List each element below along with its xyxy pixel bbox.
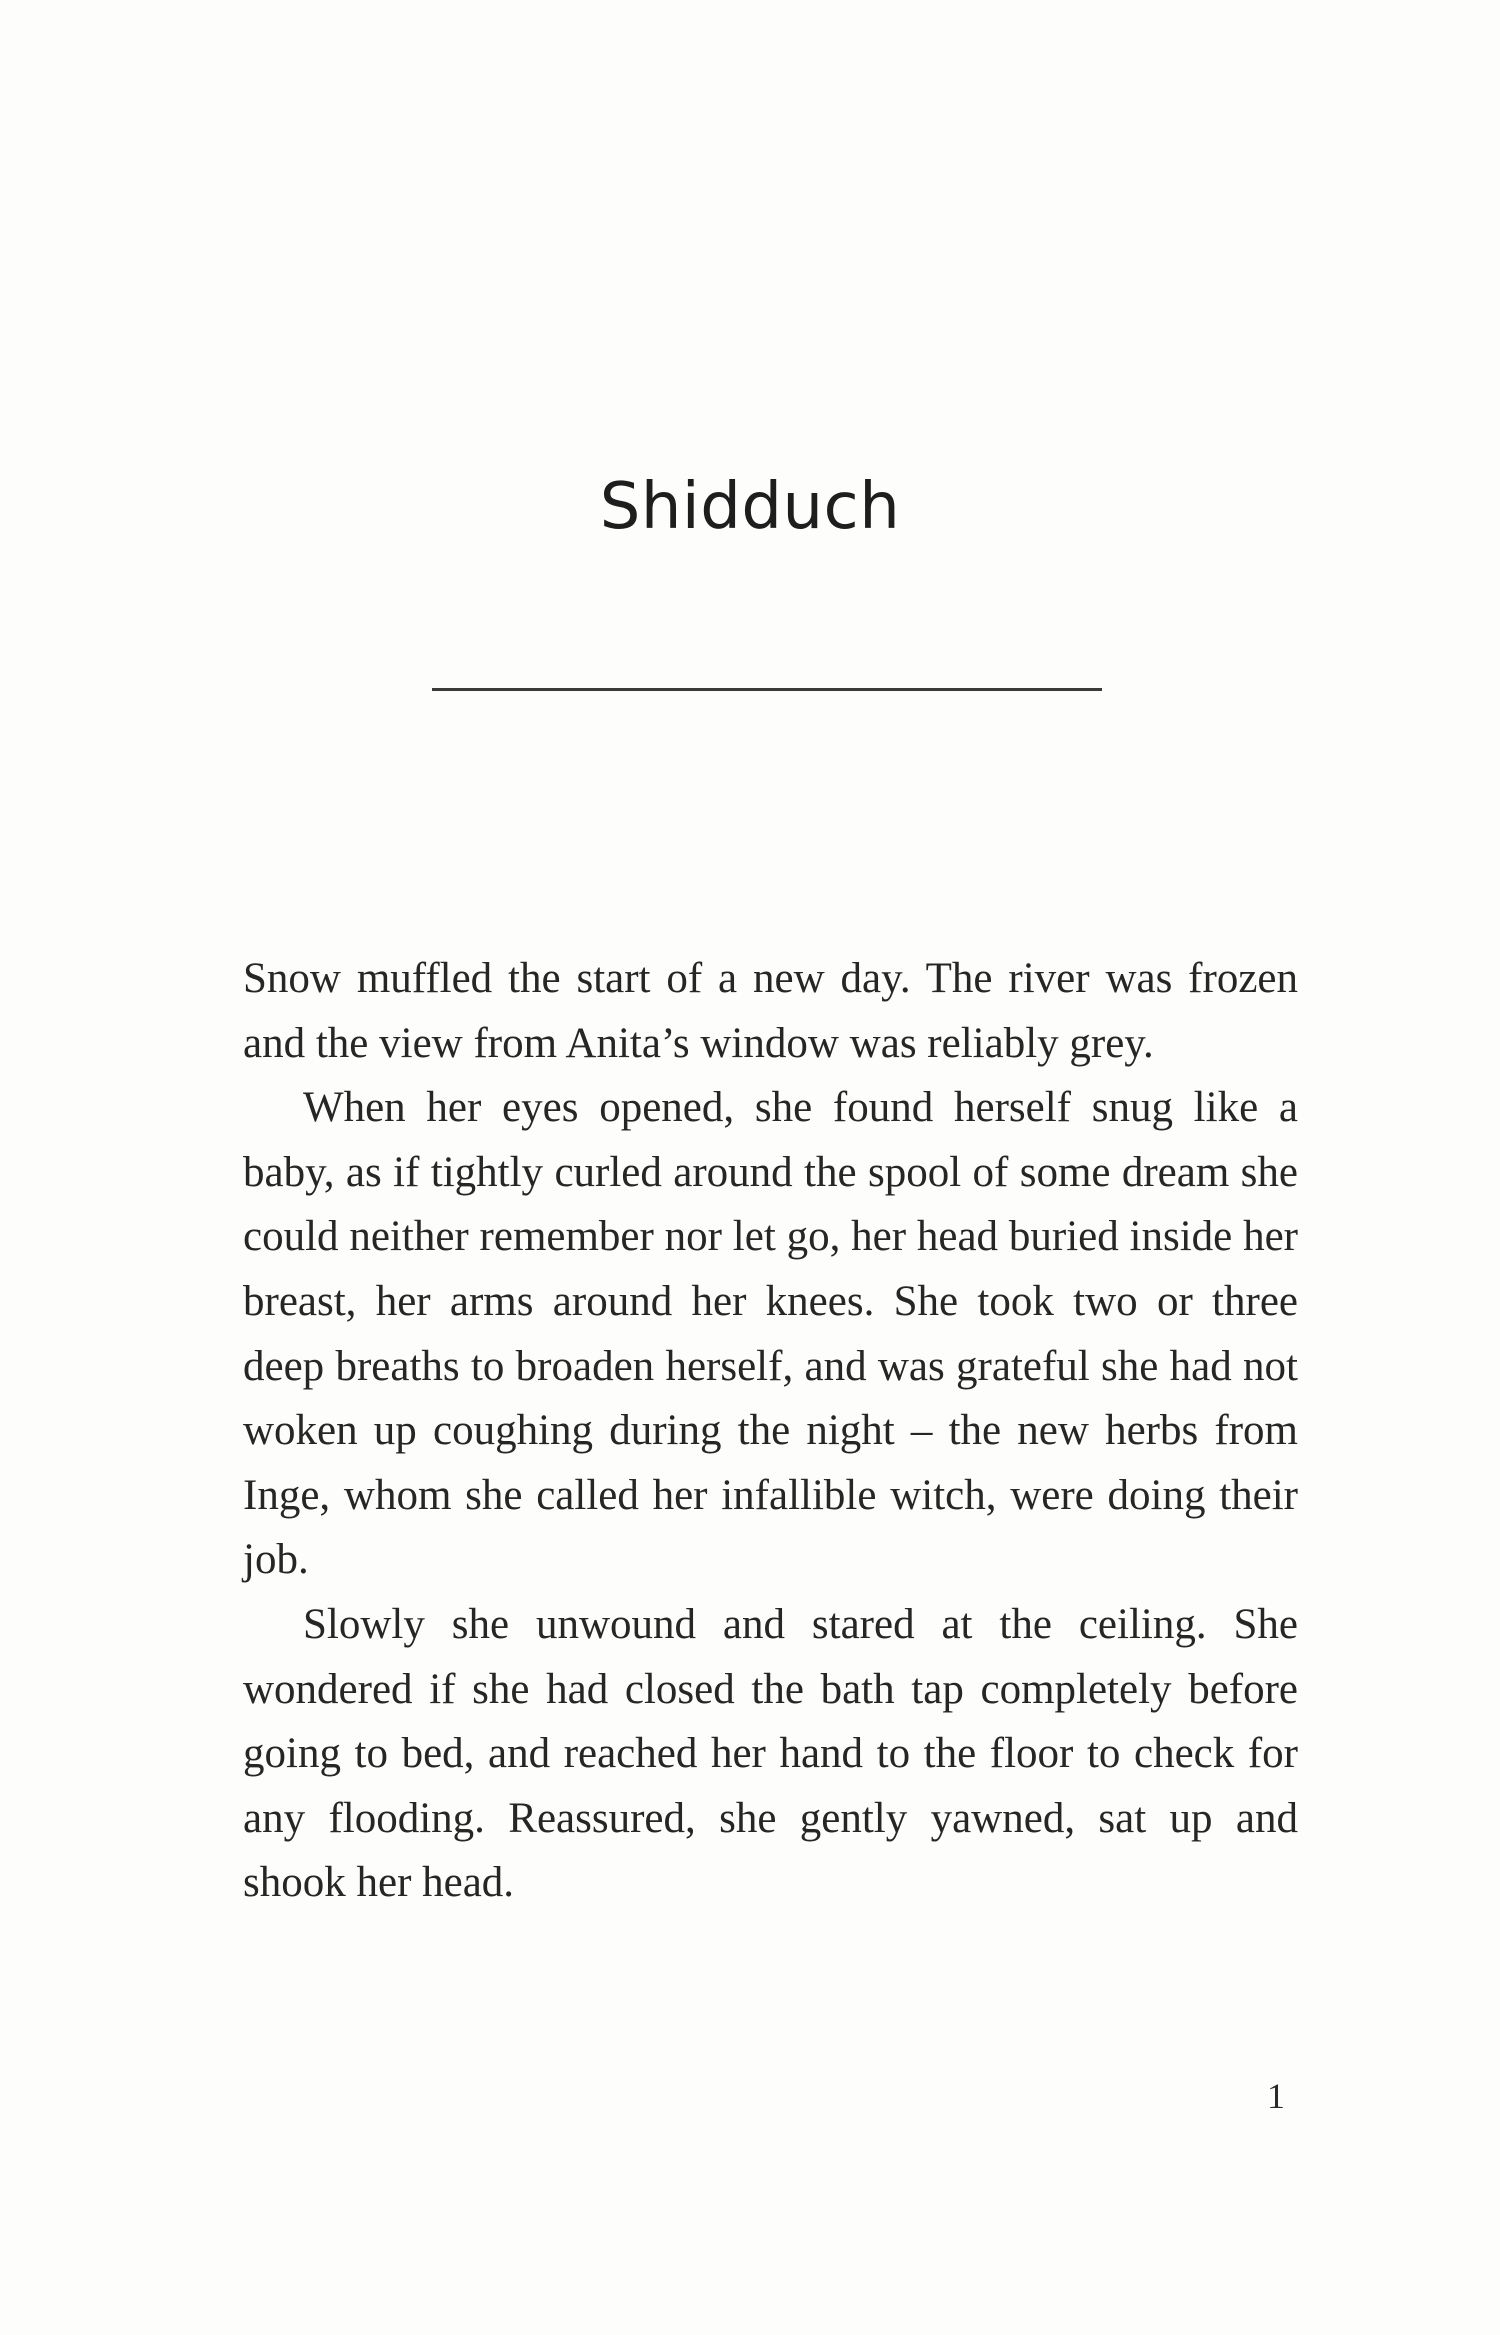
title-divider [432,688,1102,691]
paragraph-2: When her eyes opened, she found herself snug like a baby, as if tightly curled around the spool of some dream she could neither remember nor let go, her head buried inside her breast, her arms around her knees. She took two or three deep breaths to broaden herself, and was grateful she had not woken up coughing during the night – the new herbs from Inge, whom she called her infallible witch, were doing their job. [243,1084,1298,1584]
page-number: 1 [1267,2076,1285,2116]
chapter-body [243,947,1298,1916]
paragraph-3: Slowly she unwound and stared at the ceiling. She wondered if she had closed the bath tap completely before going to bed, and reached her hand to the floor to check for any flooding. Reassured, she gently yawned, sat up and shook her head. [243,1600,1298,1907]
paragraph-1: Snow muffled the start of a new day. The river was frozen and the view from Anita’s window was reliably grey. [243,955,1298,1067]
chapter-title: Shidduch [599,470,901,544]
